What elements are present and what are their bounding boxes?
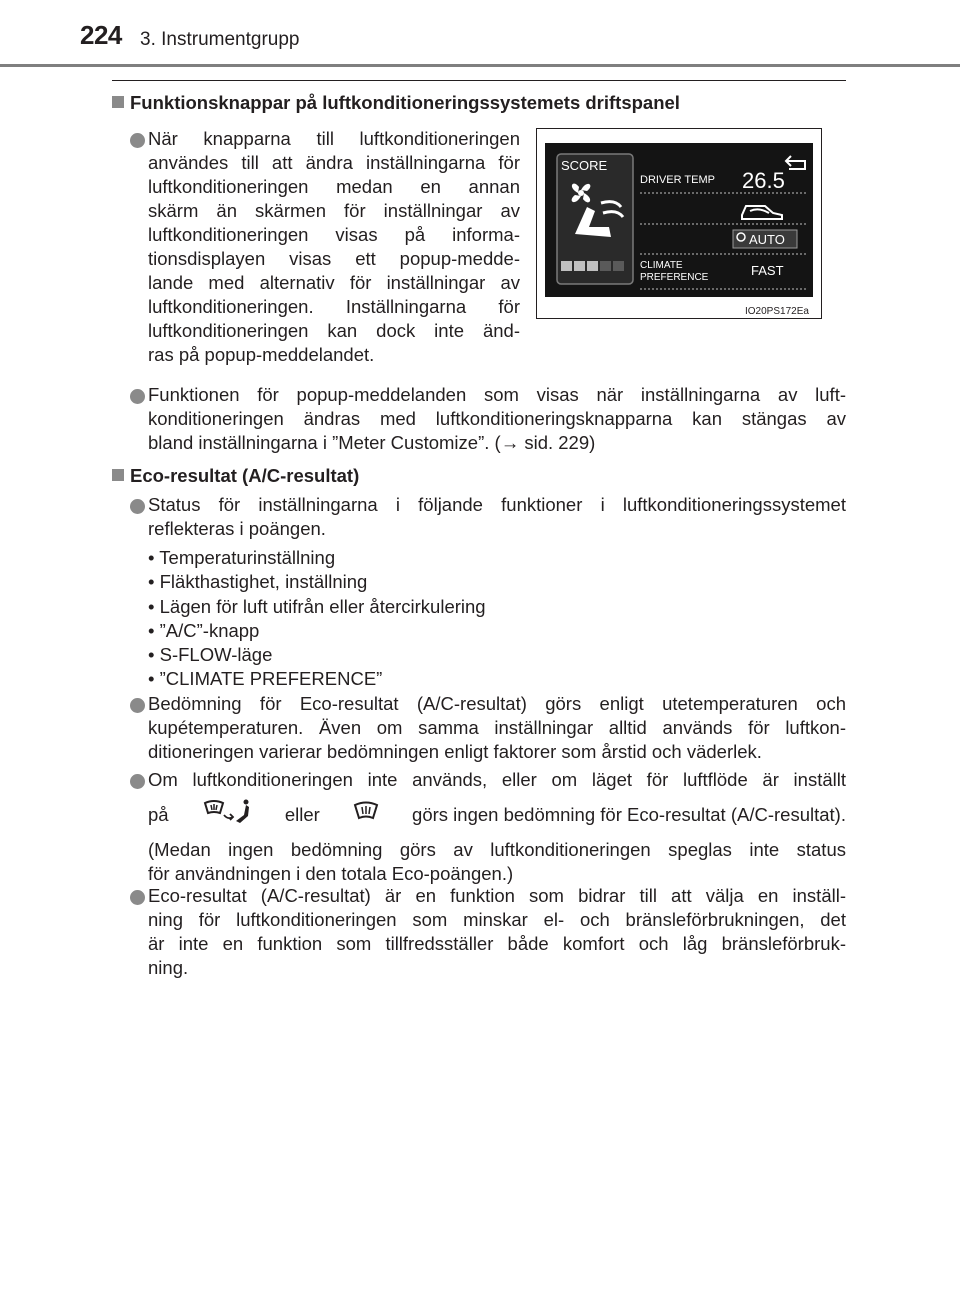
text-segment: bland inställningarna i ”Meter Customize”. ( — [148, 432, 501, 453]
climate-display-illustration — [536, 128, 822, 319]
text-line: lande med alternativ för inställningar av — [148, 272, 520, 293]
climate-label-line2: PREFERENCE — [640, 272, 709, 283]
section-heading-panel-buttons — [112, 92, 680, 114]
list-item: • S-FLOW-läge — [148, 644, 273, 666]
text-line: ras på popup-meddelandet. — [148, 344, 375, 365]
page-ref-arrow-icon: → — [500, 432, 520, 453]
text-line: reflekteras i poängen. — [148, 518, 326, 539]
heading-square-icon — [112, 469, 124, 481]
paragraph-no-assessment — [148, 768, 846, 886]
score-label: SCORE — [561, 158, 608, 173]
text-line: tionsdisplayen visas ett popup-medde- — [148, 248, 520, 269]
windshield-mode-icon — [353, 801, 379, 829]
text-line: (Medan ingen bedömning görs av luftkonditioneringen speglas inte status — [148, 839, 846, 860]
text-line: är inte en funktion som tillfredsställer både komfort och låg bränsleförbruk- — [148, 933, 846, 954]
climate-label-line1: CLIMATE — [640, 260, 683, 271]
text-line: Status för inställningarna i följande funktioner i luftkonditioneringssystemet — [148, 494, 846, 515]
bullet-dot-icon — [130, 698, 145, 713]
function-list — [148, 546, 486, 692]
windshield-feet-mode-icon — [202, 799, 252, 831]
text-line — [148, 431, 846, 455]
paragraph-assessment — [148, 692, 846, 764]
section-heading-eco-result — [112, 465, 359, 487]
bullet-dot-icon — [130, 890, 145, 905]
text-line: kupétemperaturen. Även om samma inställningar alltid används för luftkon- — [148, 717, 846, 738]
text-line: Bedömning för Eco-resultat (A/C-resultat) görs enligt utetemperaturen och — [148, 693, 846, 714]
list-item: • Lägen för luft utifrån eller återcirkulering — [148, 595, 486, 617]
climate-value: FAST — [751, 263, 784, 278]
bullet-dot-icon — [130, 774, 145, 789]
auto-fan-button — [733, 230, 797, 248]
bullet-dot-icon — [130, 499, 145, 514]
paragraph-popup-settings — [148, 127, 520, 367]
text-segment: eller — [284, 804, 320, 825]
paragraph-popup-disable — [148, 383, 846, 455]
text-line: När knapparna till luftkonditioneringen — [148, 128, 520, 149]
bullet-dot-icon — [130, 389, 145, 404]
driver-temp-label: DRIVER TEMP — [640, 174, 715, 186]
page-reference[interactable]: sid. 229) — [519, 432, 596, 453]
page-number: 224 — [80, 20, 122, 50]
list-item: • Temperaturinställning — [148, 547, 336, 568]
text-line: skärm än skärmen för inställningar av — [148, 200, 520, 221]
list-item: • ”A/C”-knapp — [148, 619, 260, 641]
text-line: ning för luftkonditioneringen som minskar el- och bränsleförbrukningen, det — [148, 909, 846, 930]
list-item: • ”CLIMATE PREFERENCE” — [148, 668, 383, 690]
text-line: för användningen i den totala Eco-poängen.) — [148, 863, 514, 884]
paragraph-status-settings — [148, 493, 846, 541]
header-rule — [0, 64, 960, 67]
text-line: konditioneringen ändras med luftkonditioneringsknapparna kan stängas av — [148, 408, 846, 429]
temperature-value: 26.5 — [742, 168, 785, 193]
score-bar — [561, 261, 624, 271]
bullet-dot-icon — [130, 133, 145, 148]
text-line: Om luftkonditioneringen inte används, eller om läget för luftflöde är inställt — [148, 769, 846, 790]
text-line: Funktionen för popup-meddelanden som visas när inställningarna av luft- — [148, 384, 846, 405]
text-line: luftkonditioneringen kan dock inte änd- — [148, 320, 520, 341]
section-rule — [112, 80, 846, 81]
chapter-title: 3. Instrumentgrupp — [140, 29, 300, 50]
text-line: användes till att ändra inställningarna för — [148, 152, 520, 173]
text-line: luftkonditioneringen medan en annan — [148, 176, 520, 197]
heading-text: Eco-resultat (A/C-resultat) — [130, 465, 360, 486]
image-code: IO20PS172Ea — [745, 306, 809, 317]
list-item: • Fläkthastighet, inställning — [148, 571, 368, 593]
text-segment: på — [148, 804, 169, 825]
text-line: ditioneringen varierar bedömningen enligt faktorer som årstid och väderlek. — [148, 741, 762, 762]
auto-label: AUTO — [749, 232, 785, 247]
text-line: ning. — [148, 957, 189, 978]
heading-square-icon — [112, 96, 124, 108]
text-segment: görs ingen bedömning för Eco-resultat (A/C-resultat). — [412, 804, 846, 825]
paragraph-eco-function — [148, 884, 846, 980]
text-line: Eco-resultat (A/C-resultat) är en funktion som bidrar till att välja en inställ- — [148, 885, 846, 906]
text-line: luftkonditioneringen visas på informa- — [148, 224, 520, 245]
display-screen-svg — [537, 129, 821, 318]
text-line: luftkonditioneringen. Inställningarna för — [148, 296, 520, 317]
heading-text: Funktionsknappar på luftkonditioneringssystemets driftspanel — [130, 92, 680, 113]
text-line-with-icons — [148, 798, 846, 832]
